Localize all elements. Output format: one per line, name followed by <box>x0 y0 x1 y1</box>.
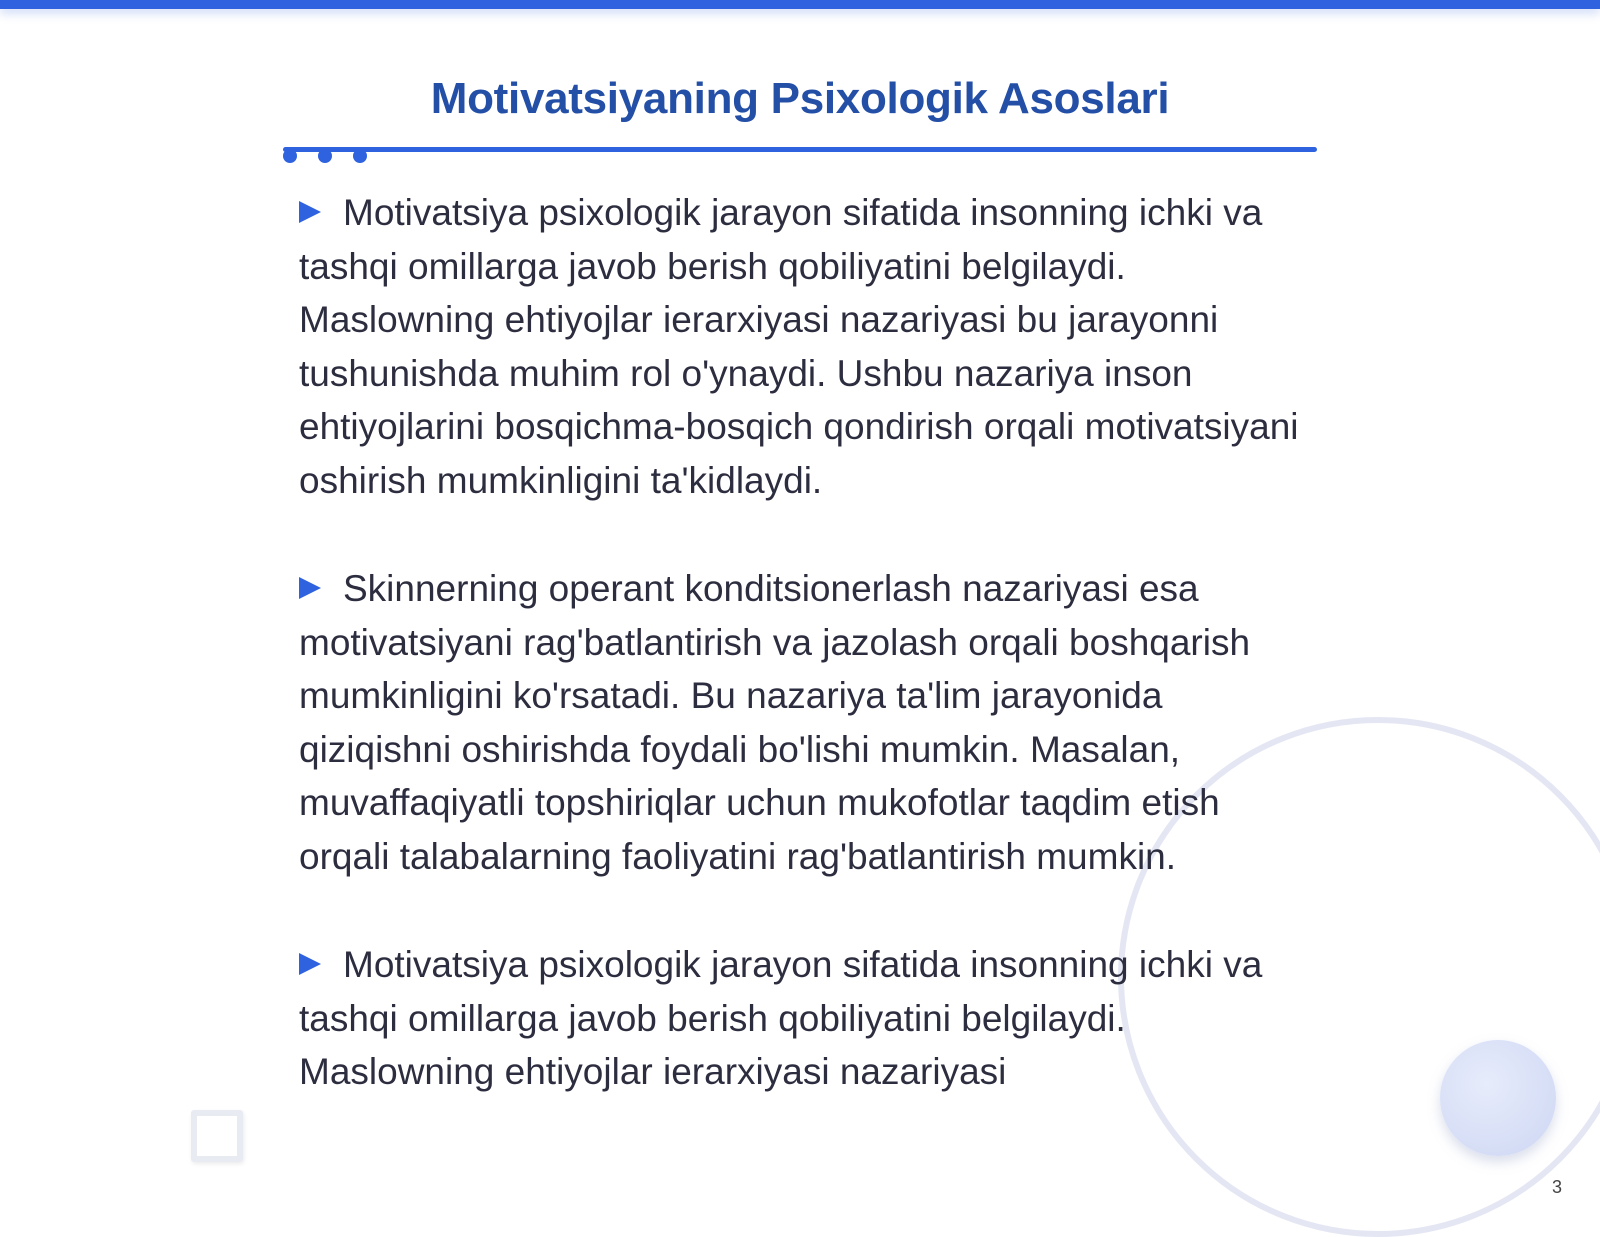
underline-dot <box>353 149 367 163</box>
triangle-right-icon <box>299 577 321 599</box>
bullet-item <box>299 562 1309 883</box>
top-accent-bar <box>0 0 1600 9</box>
bullet-list <box>299 186 1309 1154</box>
underline-dot <box>318 149 332 163</box>
slide-title: Motivatsiyaning Psixologik Asoslari <box>430 74 1170 123</box>
title-underline <box>283 147 1317 152</box>
decorative-square <box>191 1110 243 1162</box>
bullet-text: Motivatsiya psixologik jarayon sifatida insonning ichki va tashqi omillarga javob berish qobiliyatini belgilaydi. Maslowning ehtiyojlar ierarxiyasi nazariyasi bu jarayonni tushunishda muhim rol o'ynaydi. Ushbu nazariya inson ehtiyojlarini bosqichma-bosqich qondirish orqali motivatsiyani oshirish mumkinligini ta'kidlaydi. <box>299 192 1299 501</box>
triangle-right-icon <box>299 201 321 223</box>
bullet-item <box>299 186 1309 507</box>
decorative-circle <box>1440 1040 1556 1156</box>
underline-dot <box>283 149 297 163</box>
bullet-text: Skinnerning operant konditsionerlash nazariyasi esa motivatsiyani rag'batlantirish va jazolash orqali boshqarish mumkinligini ko'rsatadi. Bu nazariya ta'lim jarayonida qiziqishni oshirishda foydali bo'lishi mumkin. Masalan, muvaffaqiyatli topshiriqlar uchun mukofotlar taqdim etish orqali talabalarning faoliyatini rag'batlantirish mumkin. <box>299 568 1251 877</box>
triangle-right-icon <box>299 953 321 975</box>
title-dots <box>283 149 383 167</box>
bullet-item <box>299 938 1309 1099</box>
page-number: 3 <box>1552 1177 1563 1197</box>
bullet-text: Motivatsiya psixologik jarayon sifatida insonning ichki va tashqi omillarga javob berish qobiliyatini belgilaydi. Maslowning ehtiyojlar ierarxiyasi nazariyasi <box>299 944 1263 1092</box>
